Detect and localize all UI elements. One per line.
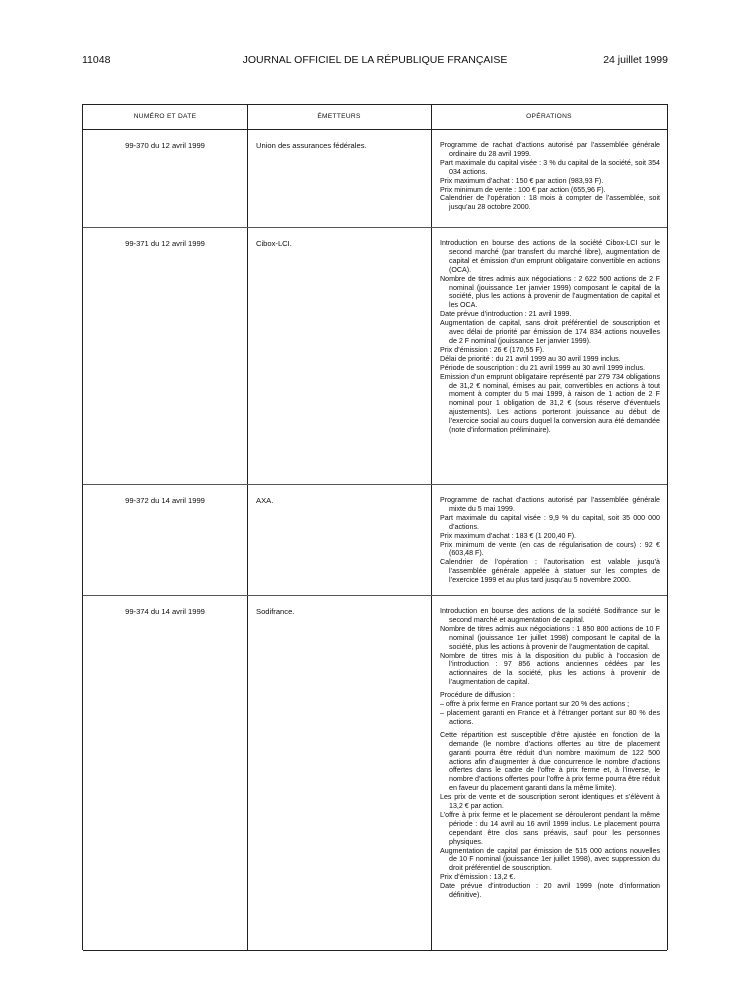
operation-text: Période de souscription : du 21 avril 1999 au 30 avril 1999 inclus. [440, 363, 646, 372]
operations-table [82, 104, 668, 950]
operation-text: Cette répartition est susceptible d’être ajustée en fonction de la demande (le nombre d’actions offertes au titre de placement garanti pourra être réduit d’un nombre maximum de 122 500 actions afin d’augmenter à due concurrence le nombre d’actions offertes dans le cadre de l’offre à prix ferme et, à l’inverse, le nombre d’actions offertes pour l’offre à prix ferme pourra être réduit en faveur du placement garanti dans la même limite). [440, 730, 660, 793]
operation-text: Nombre de titres admis aux négociations : 2 622 500 actions de 2 F nominal (jouissance 1er janvier 1999) composant le capital de la société, plus les actions à provenir de l’augmentation de capital et les OCA. [440, 274, 660, 310]
row-numero: 99-374 du 14 avril 1999 [125, 607, 205, 616]
operation-text: Prix minimum de vente : 100 € par action (655,96 F). [440, 185, 606, 194]
operation-text: Part maximale du capital visée : 9,9 % du capital, soit 35 000 000 d’actions. [440, 513, 660, 531]
row-emetteur: Union des assurances fédérales. [256, 141, 367, 150]
row-operations [440, 239, 660, 435]
operation-text: Délai de priorité : du 21 avril 1999 au 30 avril 1999 inclus. [440, 354, 621, 363]
operation-text: Programme de rachat d’actions autorisé par l’assemblée générale mixte du 5 mai 1999. [440, 496, 660, 513]
operation-text: Nombre de titres admis aux négociations : 1 850 800 actions de 10 F nominal (jouissance 1er juillet 1998) composant le capital de la société, plus les actions à provenir de l’augmentation de capital. [440, 624, 660, 651]
page-number: 11048 [82, 54, 111, 66]
operation-text: L’offre à prix ferme et le placement se dérouleront pendant la même période : du 14 avril au 16 avril 1999 inclus. Le placement pourra cependant être clos sans préavis, sauf pour les personnes physiques. [440, 810, 660, 846]
operation-text: Calendrier de l’opération : l’autorisation est valable jusqu’à l’assemblée générale appelée à statuer sur les comptes de l’exercice 1999 et au plus tard jusqu’au 5 novembre 2000. [440, 558, 660, 585]
operation-text: Prix maximum d’achat : 150 € par action (983,93 F). [440, 176, 604, 185]
row-emetteur: Sodifrance. [256, 607, 295, 616]
column-header-operations: OPÉRATIONS [526, 113, 572, 120]
row-operations [440, 496, 660, 585]
operation-text: Part maximale du capital visée : 3 % du capital de la société, soit 354 034 actions. [440, 158, 660, 176]
operation-text: Augmentation de capital, sans droit préférentiel de souscription et avec délai de priorité par émission de 174 834 actions nouvelles de 2 F nominal (jouissance 1er janvier 1999). [440, 319, 660, 345]
row-emetteur: AXA. [256, 496, 274, 505]
operation-text: Calendrier de l’opération : 18 mois à compter de l’assemblée, soit jusqu’au 28 octobre 2000. [440, 194, 660, 212]
operation-text: Emission d’un emprunt obligataire représenté par 279 734 obligations de 31,2 € nominal, émises au pair, convertibles en actions à tout moment à compter du 5 mai 1999, à raison de 1 action de 2 F nominal pour 1 obligation de 31,2 € (sous réserve d’éventuels ajustements). Les actions porteront jouissance au début de l’exercice social au cours duquel la conversion aura été demandée (note d’information préliminaire). [440, 372, 660, 435]
table-row [83, 228, 667, 485]
row-numero: 99-371 du 12 avril 1999 [125, 239, 205, 248]
operation-text: Les prix de vente et de souscription seront identiques et s’élèvent à 13,2 € par action. [440, 793, 660, 811]
page-header [82, 54, 668, 68]
operation-text: Prix d’émission : 26 € (170,55 F). [440, 345, 545, 354]
row-operations [440, 607, 660, 900]
column-header-emetteurs: ÉMETTEURS [317, 113, 361, 120]
table-row [83, 485, 667, 596]
row-numero: 99-370 du 12 avril 1999 [125, 141, 205, 150]
table-header [83, 105, 667, 130]
operation-text: – placement garanti en France et à l’étranger portant sur 80 % des actions. [440, 708, 660, 726]
operation-text: Introduction en bourse des actions de la société Sodifrance sur le second marché et augmentation de capital. [440, 607, 660, 624]
row-numero: 99-372 du 14 avril 1999 [125, 496, 205, 505]
operation-text: Prix maximum d’achat : 183 € (1 200,40 F). [440, 531, 577, 540]
operation-text: – offre à prix ferme en France portant sur 20 % des actions ; [440, 700, 630, 709]
row-operations [440, 141, 660, 212]
operation-text: Date prévue d’introduction : 20 avril 1999 (note d’information définitive). [440, 882, 660, 900]
row-emetteur: Cibox-LCI. [256, 239, 292, 248]
operation-text: Prix d’émission : 13,2 €. [440, 873, 516, 882]
column-header-numero: NUMÉRO ET DATE [133, 113, 197, 120]
operation-text: Introduction en bourse des actions de la société Cibox-LCI sur le second marché (par transfert du marché libre), augmentation de capital et émission d’un emprunt obligataire convertible en actions (OCA). [440, 239, 660, 274]
operation-text: Prix minimum de vente (en cas de régularisation de cours) : 92 € (603,48 F). [440, 540, 660, 558]
operation-text: Nombre de titres mis à la disposition du public à l’occasion de l’introduction : 97 856 actions anciennes cédées par les actionnaires de la société, plus les actions à provenir de l’augmentation de capital. [440, 651, 660, 687]
table-row [83, 596, 667, 951]
operation-text: Programme de rachat d’actions autorisé par l’assemblée générale ordinaire du 28 avril 1999. [440, 141, 660, 158]
operation-text: Date prévue d’introduction : 21 avril 1999. [440, 310, 572, 319]
journal-title: JOURNAL OFFICIEL DE LA RÉPUBLIQUE FRANÇAISE [242, 54, 508, 66]
table-row [83, 130, 667, 228]
issue-date: 24 juillet 1999 [603, 54, 668, 66]
operation-text: Augmentation de capital par émission de 515 000 actions nouvelles de 10 F nominal (jouissance 1er juillet 1998), avec suppression du droit préférentiel de souscription. [440, 846, 660, 873]
operation-text: Procédure de diffusion : [440, 691, 515, 700]
